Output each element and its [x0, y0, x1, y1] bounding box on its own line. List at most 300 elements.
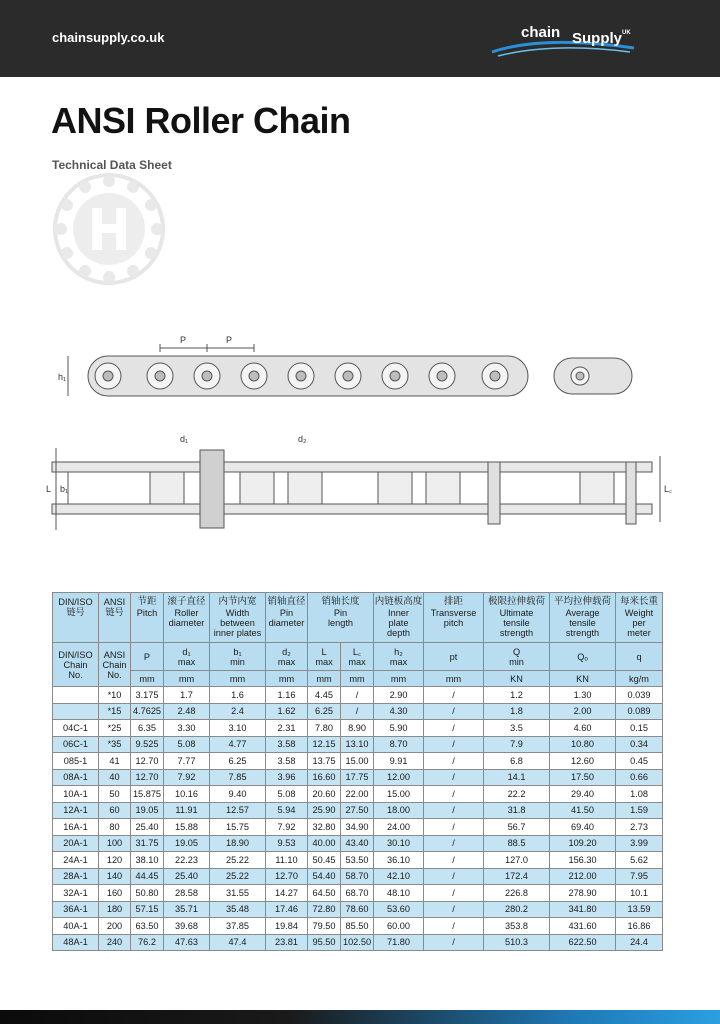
header-chinese-label: 内节内宽: [218, 596, 257, 607]
table-cell: 12.60: [550, 753, 616, 770]
table-cell: 20A-1: [53, 835, 99, 852]
table-cell: 17.75: [341, 769, 374, 786]
chain-technical-drawing: [40, 322, 680, 572]
table-cell: /: [424, 901, 484, 918]
table-cell: *25: [99, 720, 131, 737]
table-cell: /: [341, 687, 374, 704]
table-cell: 16A-1: [53, 819, 99, 836]
table-cell: 41.50: [550, 802, 616, 819]
table-cell: 36A-1: [53, 901, 99, 918]
table-cell: 9.53: [266, 835, 308, 852]
table-cell: 2.31: [266, 720, 308, 737]
header-symbol-cell: ANSI Chain No.: [99, 643, 131, 687]
table-cell: 12.57: [210, 802, 266, 819]
header-chinese-label: 销轴长度: [321, 596, 360, 607]
table-cell: /: [424, 868, 484, 885]
table-cell: 510.3: [484, 934, 550, 951]
table-cell: 0.039: [616, 687, 663, 704]
table-row: [53, 885, 663, 902]
table-cell: 36.10: [374, 852, 424, 869]
table-cell: 14.27: [266, 885, 308, 902]
table-cell: 7.77: [164, 753, 210, 770]
table-cell: 19.05: [164, 835, 210, 852]
table-cell: 0.66: [616, 769, 663, 786]
header-cell: [53, 593, 99, 643]
table-cell: 3.58: [266, 736, 308, 753]
table-cell: 3.96: [266, 769, 308, 786]
table-cell: 28A-1: [53, 868, 99, 885]
table-cell: 8.70: [374, 736, 424, 753]
header-unit-cell: mm: [341, 671, 374, 687]
table-cell: 25.22: [210, 868, 266, 885]
table-cell: 11.91: [164, 802, 210, 819]
table-cell: 085-1: [53, 753, 99, 770]
table-cell: 7.92: [266, 819, 308, 836]
table-cell: 109.20: [550, 835, 616, 852]
table-cell: 127.0: [484, 852, 550, 869]
table-cell: 79.50: [308, 918, 341, 935]
table-cell: 15.75: [210, 819, 266, 836]
header-chinese-label: 销轴直径: [267, 596, 306, 607]
header-english-label: Pin diameter: [268, 608, 305, 628]
table-cell: 5.94: [266, 802, 308, 819]
table-cell: 48.10: [374, 885, 424, 902]
table-cell: 120: [99, 852, 131, 869]
table-cell: 180: [99, 901, 131, 918]
header-symbol-cell: d₁ max: [164, 643, 210, 671]
table-cell: 3.5: [484, 720, 550, 737]
table-cell: 226.8: [484, 885, 550, 902]
header-symbol-cell: DIN/ISO Chain No.: [53, 643, 99, 687]
header-chinese-label: 内链板高度: [374, 596, 423, 607]
table-row: [53, 918, 663, 935]
table-cell: 12.70: [266, 868, 308, 885]
table-cell: 622.50: [550, 934, 616, 951]
table-cell: 60: [99, 802, 131, 819]
header-cell: [308, 593, 374, 643]
table-cell: 1.6: [210, 687, 266, 704]
table-cell: 12.15: [308, 736, 341, 753]
table-row: [53, 835, 663, 852]
table-cell: [53, 687, 99, 704]
table-row: [53, 934, 663, 951]
header-symbol-cell: q: [616, 643, 663, 671]
table-cell: 31.75: [131, 835, 164, 852]
table-cell: 72.80: [308, 901, 341, 918]
table-cell: 63.50: [131, 918, 164, 935]
table-cell: 47.4: [210, 934, 266, 951]
table-cell: 41: [99, 753, 131, 770]
table-cell: 40A-1: [53, 918, 99, 935]
table-cell: /: [424, 703, 484, 720]
table-cell: 76.2: [131, 934, 164, 951]
header-english-label: Transverse pitch: [430, 608, 477, 628]
table-cell: 212.00: [550, 868, 616, 885]
table-row: [53, 802, 663, 819]
table-cell: 57.15: [131, 901, 164, 918]
table-row: [53, 769, 663, 786]
table-cell: 06C-1: [53, 736, 99, 753]
table-cell: 53.50: [341, 852, 374, 869]
table-row: [53, 703, 663, 720]
header-cell: [616, 593, 663, 643]
header-english-label: Weight per meter: [624, 608, 654, 638]
table-cell: /: [424, 802, 484, 819]
table-cell: 25.40: [164, 868, 210, 885]
table-cell: /: [424, 769, 484, 786]
table-cell: 9.525: [131, 736, 164, 753]
table-cell: 69.40: [550, 819, 616, 836]
table-cell: 64.50: [308, 885, 341, 902]
table-cell: /: [424, 819, 484, 836]
table-cell: 16.60: [308, 769, 341, 786]
header-chinese-label: 排距: [444, 596, 464, 607]
label-d1: d₁: [180, 434, 189, 444]
table-row: [53, 852, 663, 869]
table-cell: 5.90: [374, 720, 424, 737]
header-cell: [99, 593, 131, 643]
header-english-label: Pitch: [136, 608, 158, 618]
header-symbol-cell: Qₒ: [550, 643, 616, 671]
table-cell: 10.80: [550, 736, 616, 753]
table-cell: 0.089: [616, 703, 663, 720]
header-chinese-label: 极限拉伸载荷: [488, 596, 546, 607]
table-row: [53, 687, 663, 704]
header-unit-cell: KN: [484, 671, 550, 687]
table-cell: 3.175: [131, 687, 164, 704]
table-cell: 80: [99, 819, 131, 836]
table-cell: 28.58: [164, 885, 210, 902]
table-cell: 1.08: [616, 786, 663, 803]
table-cell: /: [424, 885, 484, 902]
header-chinese-label: 每米长重: [620, 596, 659, 607]
table-cell: 7.9: [484, 736, 550, 753]
table-cell: 39.68: [164, 918, 210, 935]
table-cell: 140: [99, 868, 131, 885]
table-cell: 16.86: [616, 918, 663, 935]
table-cell: 48A-1: [53, 934, 99, 951]
table-cell: 341.80: [550, 901, 616, 918]
bearing-watermark-icon: [52, 172, 166, 286]
table-cell: 50.45: [308, 852, 341, 869]
table-cell: 280.2: [484, 901, 550, 918]
header-english-label: Ultimate tensile strength: [499, 608, 534, 638]
table-cell: 23.81: [266, 934, 308, 951]
label-p-1: P: [180, 335, 187, 345]
table-cell: 78.60: [341, 901, 374, 918]
table-cell: 5.62: [616, 852, 663, 869]
header-english-label: DIN/ISO 链号: [58, 597, 93, 617]
table-cell: 95.50: [308, 934, 341, 951]
table-cell: 24.4: [616, 934, 663, 951]
table-cell: 32A-1: [53, 885, 99, 902]
header-unit-cell: mm: [164, 671, 210, 687]
table-cell: 24.00: [374, 819, 424, 836]
table-cell: 278.90: [550, 885, 616, 902]
table-cell: 40: [99, 769, 131, 786]
table-cell: 37.85: [210, 918, 266, 935]
header-cell: [424, 593, 484, 643]
table-row: [53, 720, 663, 737]
table-cell: 9.40: [210, 786, 266, 803]
table-cell: [53, 703, 99, 720]
header-chinese-label: 滚子直径: [167, 596, 206, 607]
table-row: [53, 736, 663, 753]
table-cell: 58.70: [341, 868, 374, 885]
table-cell: 24A-1: [53, 852, 99, 869]
header-cell: [266, 593, 308, 643]
table-cell: 1.59: [616, 802, 663, 819]
table-cell: 15.88: [164, 819, 210, 836]
table-cell: 56.7: [484, 819, 550, 836]
page-footer-bar: [0, 1010, 720, 1024]
table-cell: 10A-1: [53, 786, 99, 803]
header-unit-cell: mm: [266, 671, 308, 687]
table-cell: /: [424, 786, 484, 803]
table-cell: 3.58: [266, 753, 308, 770]
table-cell: 88.5: [484, 835, 550, 852]
page-title: ANSI Roller Chain: [51, 100, 351, 141]
table-cell: 102.50: [341, 934, 374, 951]
header-cell: [374, 593, 424, 643]
table-cell: 12A-1: [53, 802, 99, 819]
header-symbol-cell: Q min: [484, 643, 550, 671]
table-cell: 85.50: [341, 918, 374, 935]
header-english-label: Inner plate depth: [387, 608, 411, 638]
table-cell: 3.99: [616, 835, 663, 852]
table-cell: 25.90: [308, 802, 341, 819]
table-cell: /: [424, 835, 484, 852]
table-cell: 156.30: [550, 852, 616, 869]
table-cell: /: [424, 720, 484, 737]
table-cell: 4.30: [374, 703, 424, 720]
table-cell: 13.10: [341, 736, 374, 753]
table-cell: 1.30: [550, 687, 616, 704]
table-cell: 2.90: [374, 687, 424, 704]
table-cell: 50.80: [131, 885, 164, 902]
label-b1: b₁: [60, 484, 69, 494]
table-cell: 43.40: [341, 835, 374, 852]
table-cell: 71.80: [374, 934, 424, 951]
table-cell: 34.90: [341, 819, 374, 836]
header-unit-cell: mm: [210, 671, 266, 687]
table-cell: 1.16: [266, 687, 308, 704]
header-english-label: Pin length: [327, 608, 354, 628]
table-cell: 19.84: [266, 918, 308, 935]
table-cell: 7.80: [308, 720, 341, 737]
table-cell: /: [424, 918, 484, 935]
table-cell: 6.25: [210, 753, 266, 770]
table-cell: 18.90: [210, 835, 266, 852]
table-cell: 31.55: [210, 885, 266, 902]
table-cell: 13.59: [616, 901, 663, 918]
header-unit-cell: mm: [374, 671, 424, 687]
header-english-label: Roller diameter: [168, 608, 205, 628]
table-cell: /: [424, 852, 484, 869]
header-symbol-cell: L max: [308, 643, 341, 671]
header-english-label: Width between inner plates: [213, 608, 262, 638]
table-cell: 353.8: [484, 918, 550, 935]
header-cell: [484, 593, 550, 643]
page-subtitle: Technical Data Sheet: [52, 158, 172, 172]
header-unit-cell: kg/m: [616, 671, 663, 687]
table-cell: 172.4: [484, 868, 550, 885]
table-cell: 10.1: [616, 885, 663, 902]
header-unit-cell: mm: [308, 671, 341, 687]
table-cell: 40.00: [308, 835, 341, 852]
table-cell: 1.62: [266, 703, 308, 720]
header-english-label: Average tensile strength: [565, 608, 600, 638]
table-cell: 29.40: [550, 786, 616, 803]
table-cell: 30.10: [374, 835, 424, 852]
header-symbol-cell: h₂ max: [374, 643, 424, 671]
table-cell: 5.08: [164, 736, 210, 753]
logo-word-chain: chain: [521, 24, 561, 41]
table-cell: 25.22: [210, 852, 266, 869]
table-cell: 3.10: [210, 720, 266, 737]
label-h1: h₁: [58, 372, 67, 382]
header-symbol-cell: L꜀ max: [341, 643, 374, 671]
table-cell: 18.00: [374, 802, 424, 819]
table-cell: 10.16: [164, 786, 210, 803]
table-cell: 0.34: [616, 736, 663, 753]
chainsupply-logo: [488, 18, 638, 62]
table-row: [53, 901, 663, 918]
table-cell: 5.08: [266, 786, 308, 803]
header-unit-cell: mm: [424, 671, 484, 687]
label-d2: d₂: [298, 434, 307, 444]
table-cell: 3.30: [164, 720, 210, 737]
table-cell: 160: [99, 885, 131, 902]
table-cell: 2.73: [616, 819, 663, 836]
table-cell: 4.45: [308, 687, 341, 704]
table-cell: 12.70: [131, 753, 164, 770]
header-unit-cell: KN: [550, 671, 616, 687]
table-cell: 7.95: [616, 868, 663, 885]
table-row: [53, 753, 663, 770]
table-cell: 35.48: [210, 901, 266, 918]
ansi-chain-data-table: [52, 592, 663, 951]
table-cell: 22.00: [341, 786, 374, 803]
header-symbol-cell: pt: [424, 643, 484, 671]
table-cell: 35.71: [164, 901, 210, 918]
table-cell: 14.1: [484, 769, 550, 786]
table-cell: 2.4: [210, 703, 266, 720]
table-cell: 47.63: [164, 934, 210, 951]
header-unit-cell: mm: [131, 671, 164, 687]
table-cell: 15.00: [341, 753, 374, 770]
table-cell: 6.35: [131, 720, 164, 737]
header-cell: [131, 593, 164, 643]
header-symbol-cell: P: [131, 643, 164, 671]
table-cell: 08A-1: [53, 769, 99, 786]
table-cell: 0.45: [616, 753, 663, 770]
label-l: L: [46, 484, 52, 494]
table-cell: 0.15: [616, 720, 663, 737]
table-cell: 17.46: [266, 901, 308, 918]
table-cell: 8.90: [341, 720, 374, 737]
table-row: [53, 786, 663, 803]
table-cell: 7.92: [164, 769, 210, 786]
data-table-wrapper: [52, 592, 662, 951]
header-chinese-label: 节距: [137, 596, 157, 607]
table-cell: /: [424, 736, 484, 753]
table-cell: 4.60: [550, 720, 616, 737]
table-cell: 20.60: [308, 786, 341, 803]
table-cell: 11.10: [266, 852, 308, 869]
table-cell: 68.70: [341, 885, 374, 902]
header-english-label: ANSI 链号: [103, 597, 126, 617]
site-url[interactable]: chainsupply.co.uk: [52, 30, 165, 45]
table-cell: 22.2: [484, 786, 550, 803]
table-cell: /: [341, 703, 374, 720]
logo-word-supply: Supply: [572, 30, 623, 47]
table-cell: 6.8: [484, 753, 550, 770]
table-cell: *15: [99, 703, 131, 720]
table-cell: 27.50: [341, 802, 374, 819]
table-cell: 1.2: [484, 687, 550, 704]
table-cell: 53.60: [374, 901, 424, 918]
table-cell: 19.05: [131, 802, 164, 819]
table-row: [53, 868, 663, 885]
table-cell: 04C-1: [53, 720, 99, 737]
table-cell: 32.80: [308, 819, 341, 836]
table-cell: 12.70: [131, 769, 164, 786]
table-cell: 240: [99, 934, 131, 951]
logo-suffix-uk: UK: [622, 30, 631, 36]
table-cell: 1.7: [164, 687, 210, 704]
table-cell: 15.00: [374, 786, 424, 803]
table-cell: 31.8: [484, 802, 550, 819]
table-cell: 12.00: [374, 769, 424, 786]
header-cell: [210, 593, 266, 643]
table-cell: *35: [99, 736, 131, 753]
table-cell: *10: [99, 687, 131, 704]
header-chinese-label: 平均拉伸载荷: [554, 596, 612, 607]
table-cell: /: [424, 687, 484, 704]
header-cell: [550, 593, 616, 643]
table-cell: 200: [99, 918, 131, 935]
table-cell: 100: [99, 835, 131, 852]
table-row: [53, 819, 663, 836]
table-cell: 7.85: [210, 769, 266, 786]
table-cell: 4.77: [210, 736, 266, 753]
table-cell: 6.25: [308, 703, 341, 720]
table-cell: 22.23: [164, 852, 210, 869]
table-cell: 60.00: [374, 918, 424, 935]
table-cell: 17.50: [550, 769, 616, 786]
table-cell: 2.00: [550, 703, 616, 720]
header-cell: [164, 593, 210, 643]
table-cell: 50: [99, 786, 131, 803]
table-cell: 431.60: [550, 918, 616, 935]
table-cell: 2.48: [164, 703, 210, 720]
table-cell: 42.10: [374, 868, 424, 885]
table-cell: 9.91: [374, 753, 424, 770]
table-cell: /: [424, 753, 484, 770]
label-lc: L꜀: [664, 484, 673, 494]
table-cell: /: [424, 934, 484, 951]
table-cell: 1.8: [484, 703, 550, 720]
table-cell: 13.75: [308, 753, 341, 770]
header-symbol-cell: d₂ max: [266, 643, 308, 671]
header-symbol-cell: b₁ min: [210, 643, 266, 671]
table-cell: 54.40: [308, 868, 341, 885]
table-cell: 25.40: [131, 819, 164, 836]
page-header: [0, 0, 720, 77]
table-cell: 4.7625: [131, 703, 164, 720]
label-p-2: P: [226, 335, 233, 345]
